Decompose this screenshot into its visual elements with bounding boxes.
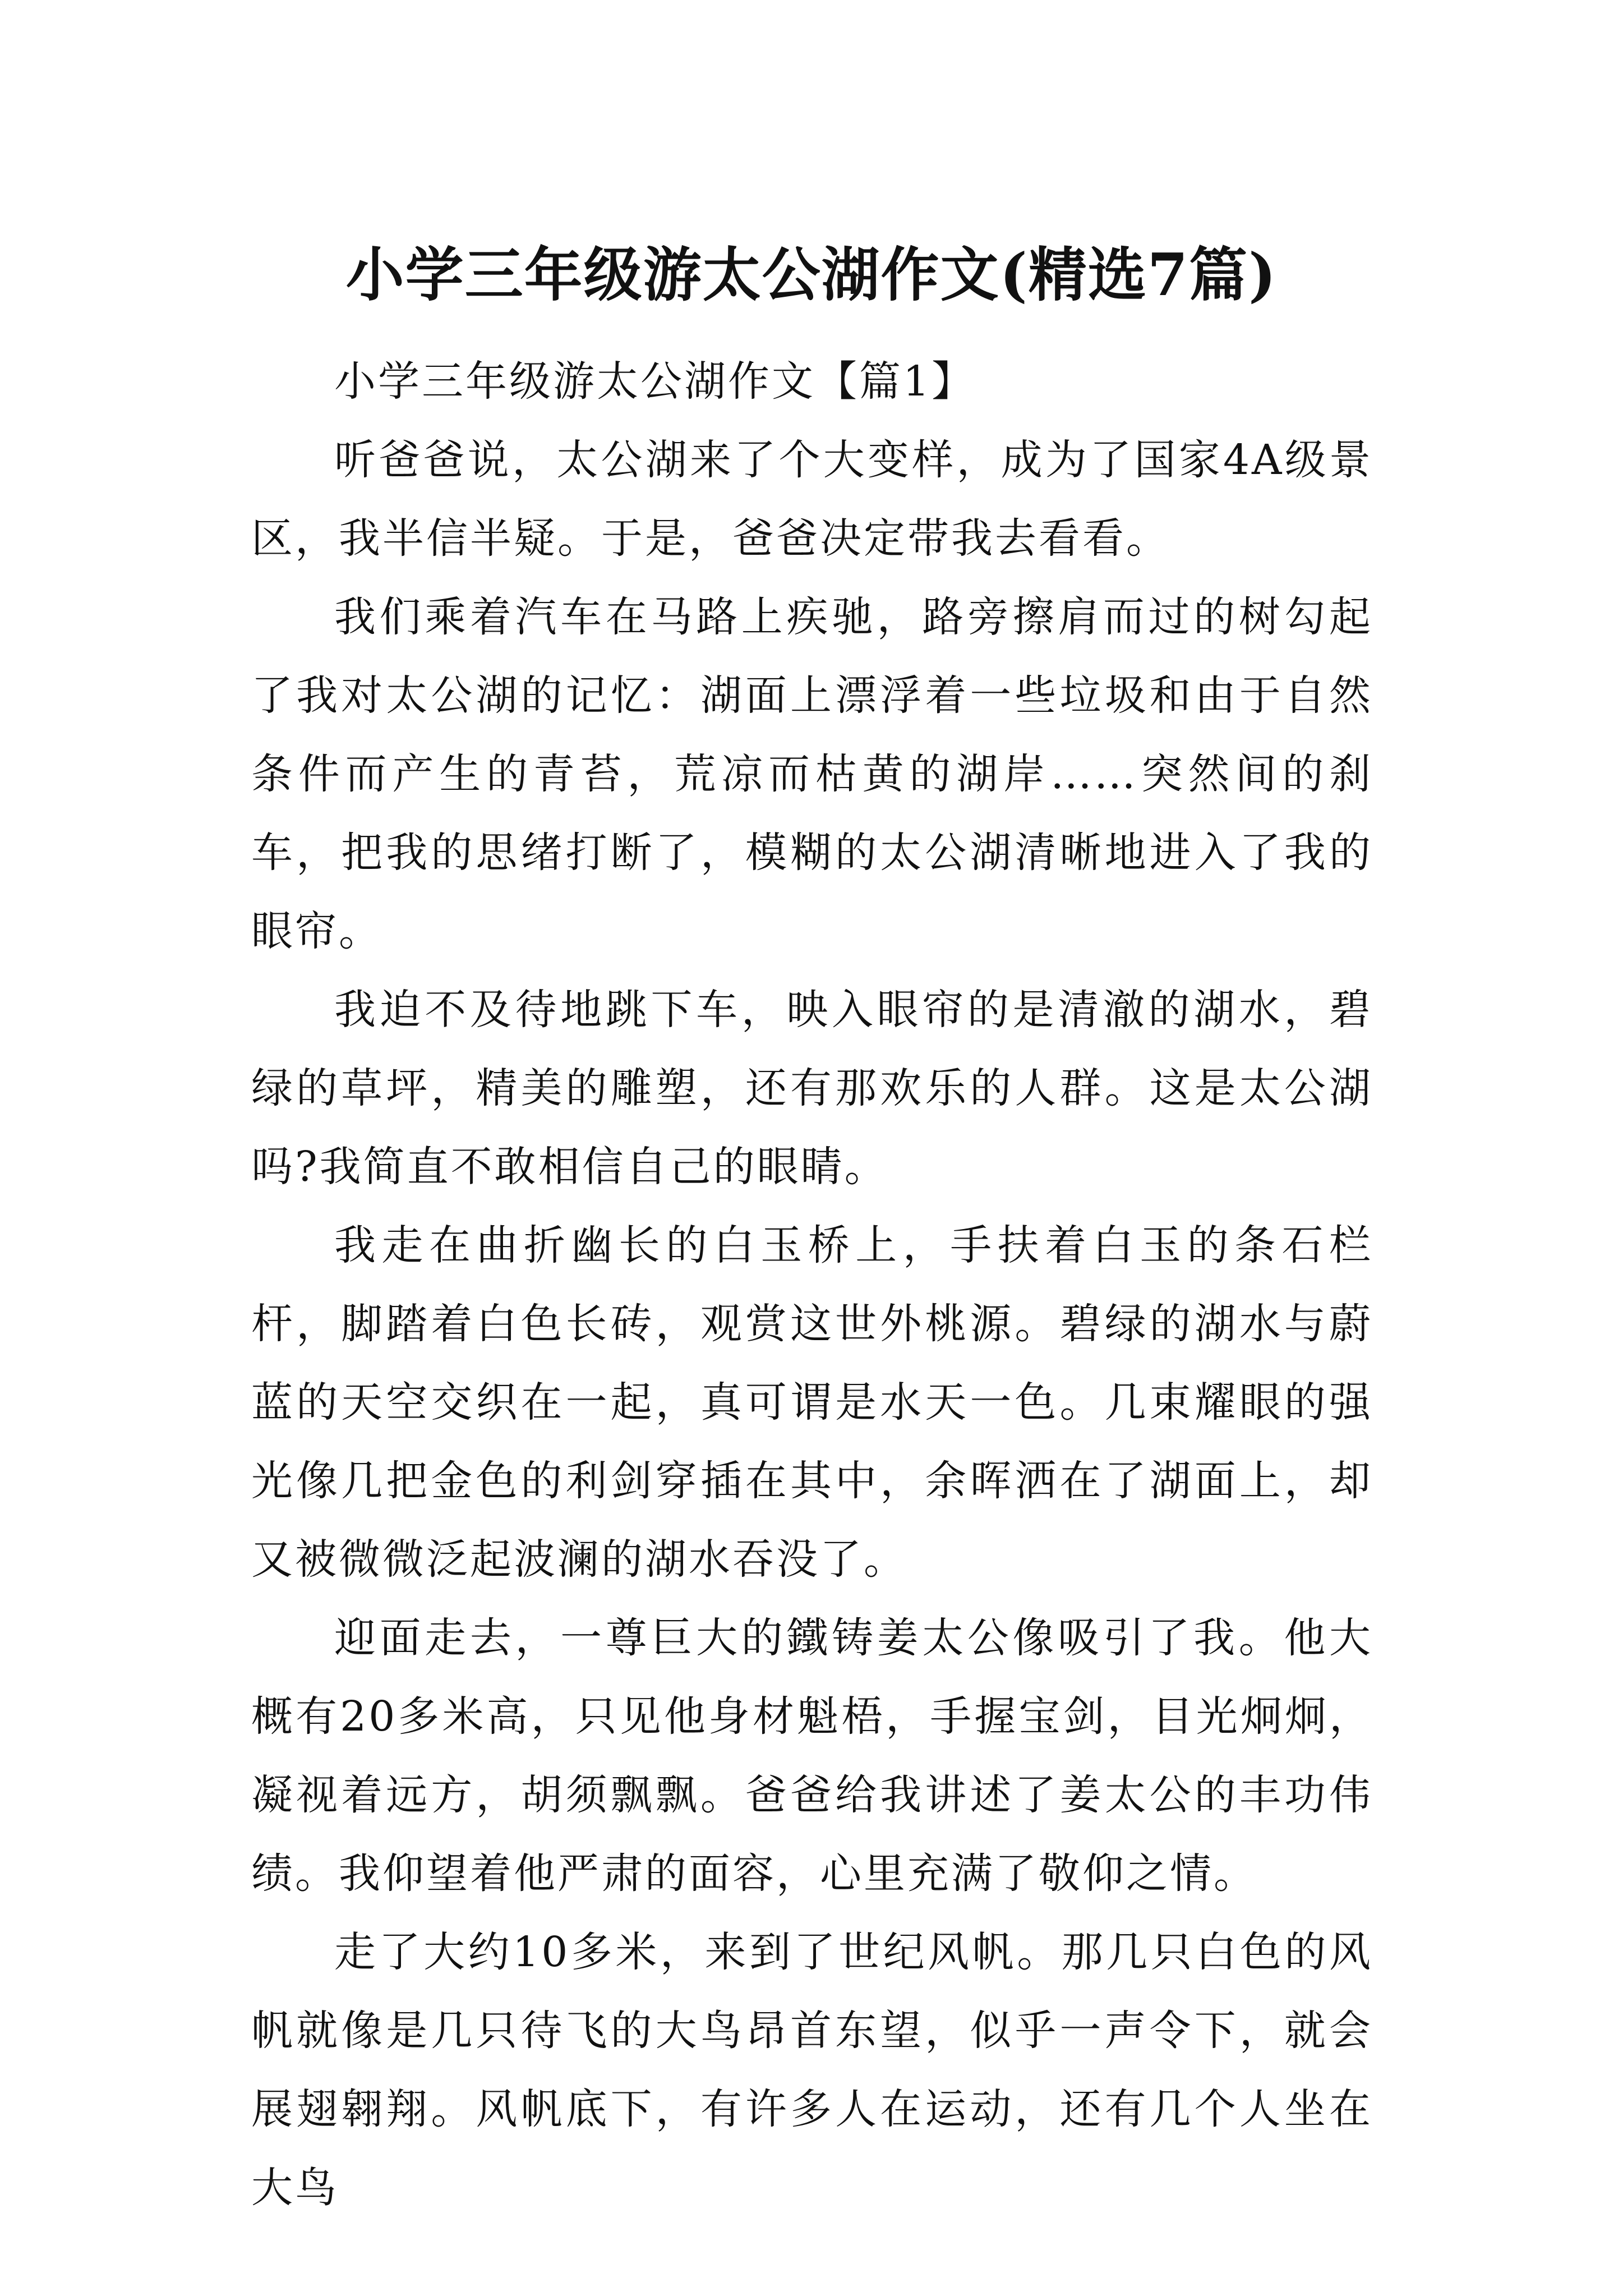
paragraph: 我迫不及待地跳下车，映入眼帘的是清澈的湖水，碧绿的草坪，精美的雕塑，还有那欢乐的人群。这是太公湖吗?我简直不敢相信自己的眼睛。	[251, 986, 1373, 1191]
paragraph: 迎面走去，一尊巨大的鐵铸姜太公像吸引了我。他大概有20多米高，只见他身材魁梧，手握宝剑，目光炯炯，凝视着远方，胡须飘飘。爸爸给我讲述了姜太公的丰功伟绩。我仰望着他严肃的面容，心里充满了敬仰之情。	[251, 1614, 1373, 1898]
paragraph: 我们乘着汽车在马路上疾驰，路旁擦肩而过的树勾起了我对太公湖的记忆：湖面上漂浮着一些垃圾和由于自然条件而产生的青苔，荒凉而枯黄的湖岸……突然间的刹车，把我的思绪打断了，模糊的太公湖清晰地进入了我的眼帘。	[251, 593, 1373, 955]
paragraph: 听爸爸说，太公湖来了个大变样，成为了国家4A级景区，我半信半疑。于是，爸爸决定带我去看看。	[251, 436, 1373, 563]
paragraph: 走了大约10多米，来到了世纪风帆。那几只白色的风帆就像是几只待飞的大鸟昂首东望，似乎一声令下，就会展翅翱翔。风帆底下，有许多人在运动，还有几个人坐在大鸟	[251, 1928, 1373, 2212]
section-heading: 小学三年级游太公湖作文【篇1】	[334, 357, 976, 406]
document-body	[251, 342, 1373, 2227]
paragraph: 我走在曲折幽长的白玉桥上，手扶着白玉的条石栏杆，脚踏着白色长砖，观赏这世外桃源。碧绿的湖水与蔚蓝的天空交织在一起，真可谓是水天一色。几束耀眼的强光像几把金色的利剑穿插在其中，余晖洒在了湖面上，却又被微微泛起波澜的湖水吞没了。	[251, 1221, 1373, 1584]
document-title: 小学三年级游太公湖作文(精选7篇)	[345, 240, 1278, 309]
